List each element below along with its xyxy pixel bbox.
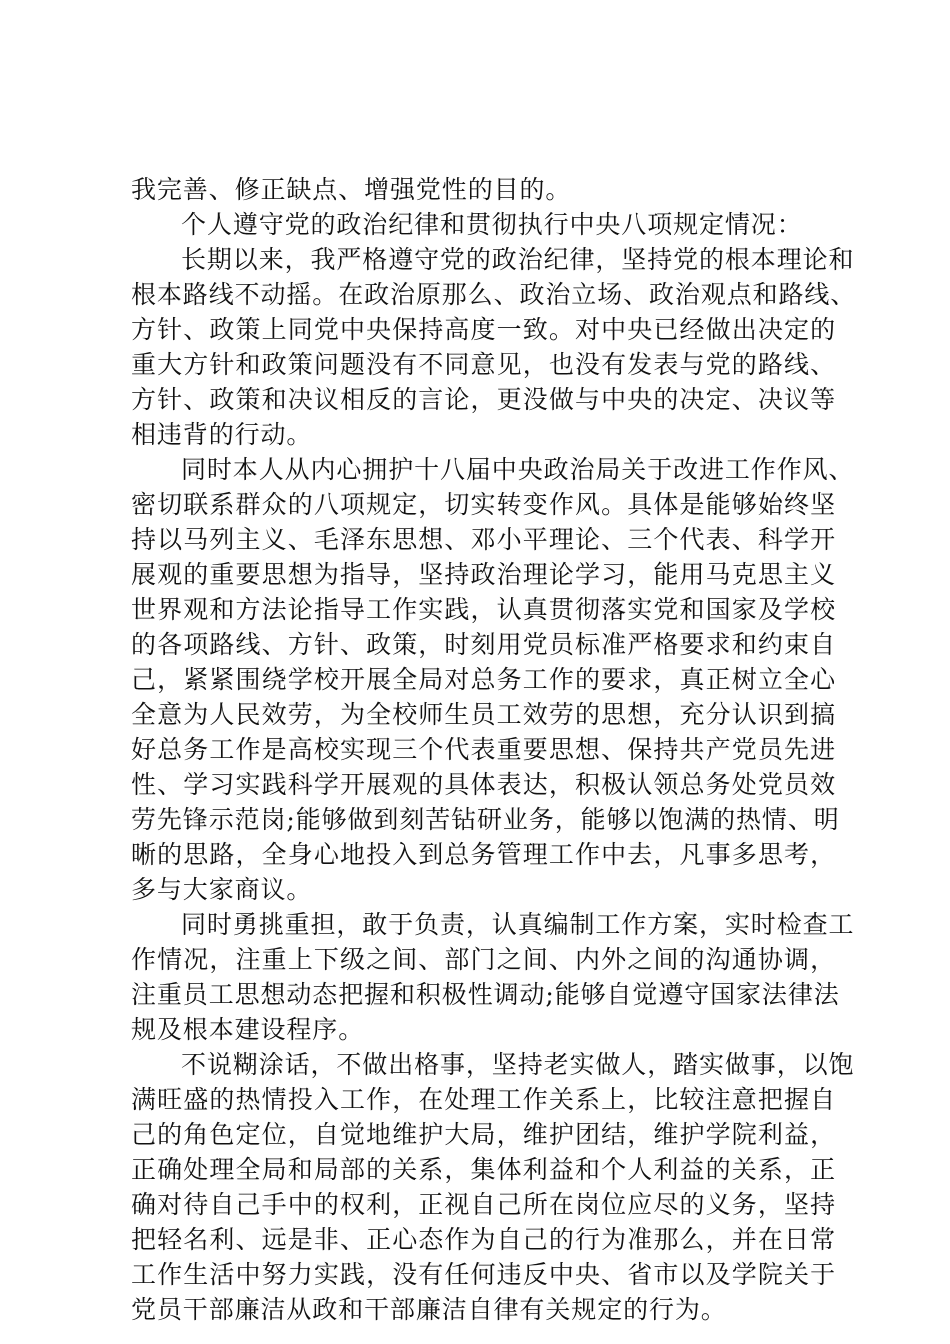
text-line: 我完善、修正缺点、增强党性的目的。 <box>131 175 572 204</box>
text-line: 持以马列主义、毛泽东思想、邓小平理论、三个代表、科学开 <box>131 525 836 554</box>
text-line: 规及根本建设程序。 <box>131 1015 365 1044</box>
text-line: 不说糊涂话，不做出格事，坚持老实做人，踏实做事，以饱 <box>181 1050 855 1079</box>
text-line: 长期以来，我严格遵守党的政治纪律，坚持党的根本理论和 <box>181 245 855 274</box>
text-line: 方针、政策上同党中央保持高度一致。对中央已经做出决定的 <box>131 315 836 344</box>
text-line: 全意为人民效劳，为全校师生员工效劳的思想，充分认识到搞 <box>131 700 836 729</box>
text-line: 展观的重要思想为指导，坚持政治理论学习，能用马克思主义 <box>131 560 836 589</box>
text-line: 重大方针和政策问题没有不同意见，也没有发表与党的路线、 <box>131 350 836 379</box>
text-line: 好总务工作是高校实现三个代表重要思想、保持共产党员先进 <box>131 735 836 764</box>
text-line: 相违背的行动。 <box>131 420 313 449</box>
document-body <box>131 172 857 1327</box>
text-line: 方针、政策和决议相反的言论，更没做与中央的决定、决议等 <box>131 385 836 414</box>
text-line: 己的角色定位，自觉地维护大局，维护团结，维护学院利益， <box>131 1120 836 1149</box>
text-line: 多与大家商议。 <box>131 875 313 904</box>
text-line: 世界观和方法论指导工作实践，认真贯彻落实党和国家及学校 <box>131 595 836 624</box>
text-line: 注重员工思想动态把握和积极性调动;能够自觉遵守国家法律法 <box>131 980 840 1009</box>
text-line: 同时勇挑重担，敢于负责，认真编制工作方案，实时检查工 <box>181 910 855 939</box>
text-line: 同时本人从内心拥护十八届中央政治局关于改进工作作风、 <box>181 455 855 484</box>
text-line: 作情况，注重上下级之间、部门之间、内外之间的沟通协调， <box>131 945 836 974</box>
text-line: 个人遵守党的政治纪律和贯彻执行中央八项规定情况： <box>181 210 803 239</box>
text-line: 劳先锋示范岗;能够做到刻苦钻研业务，能够以饱满的热情、明 <box>131 805 840 834</box>
text-line: 密切联系群众的八项规定，切实转变作风。具体是能够始终坚 <box>131 490 836 519</box>
text-line: 确对待自己手中的权利，正视自己所在岗位应尽的义务，坚持 <box>131 1190 836 1219</box>
text-line: 党员干部廉洁从政和干部廉洁自律有关规定的行为。 <box>131 1295 727 1324</box>
text-line: 工作生活中努力实践，没有任何违反中央、省市以及学院关于 <box>131 1260 836 1289</box>
text-line: 正确处理全局和局部的关系，集体利益和个人利益的关系，正 <box>131 1155 836 1184</box>
text-line: 把轻名利、远是非、正心态作为自己的行为准那么，并在日常 <box>131 1225 836 1254</box>
text-line: 己，紧紧围绕学校开展全局对总务工作的要求，真正树立全心 <box>131 665 836 694</box>
text-line: 满旺盛的热情投入工作，在处理工作关系上，比较注意把握自 <box>131 1085 836 1114</box>
text-line: 根本路线不动摇。在政治原那么、政治立场、政治观点和路线、 <box>131 280 857 309</box>
text-line: 性、学习实践科学开展观的具体表达，积极认领总务处党员效 <box>131 770 836 799</box>
text-line: 的各项路线、方针、政策，时刻用党员标准严格要求和约束自 <box>131 630 836 659</box>
text-line: 晰的思路，全身心地投入到总务管理工作中去，凡事多思考， <box>131 840 836 869</box>
